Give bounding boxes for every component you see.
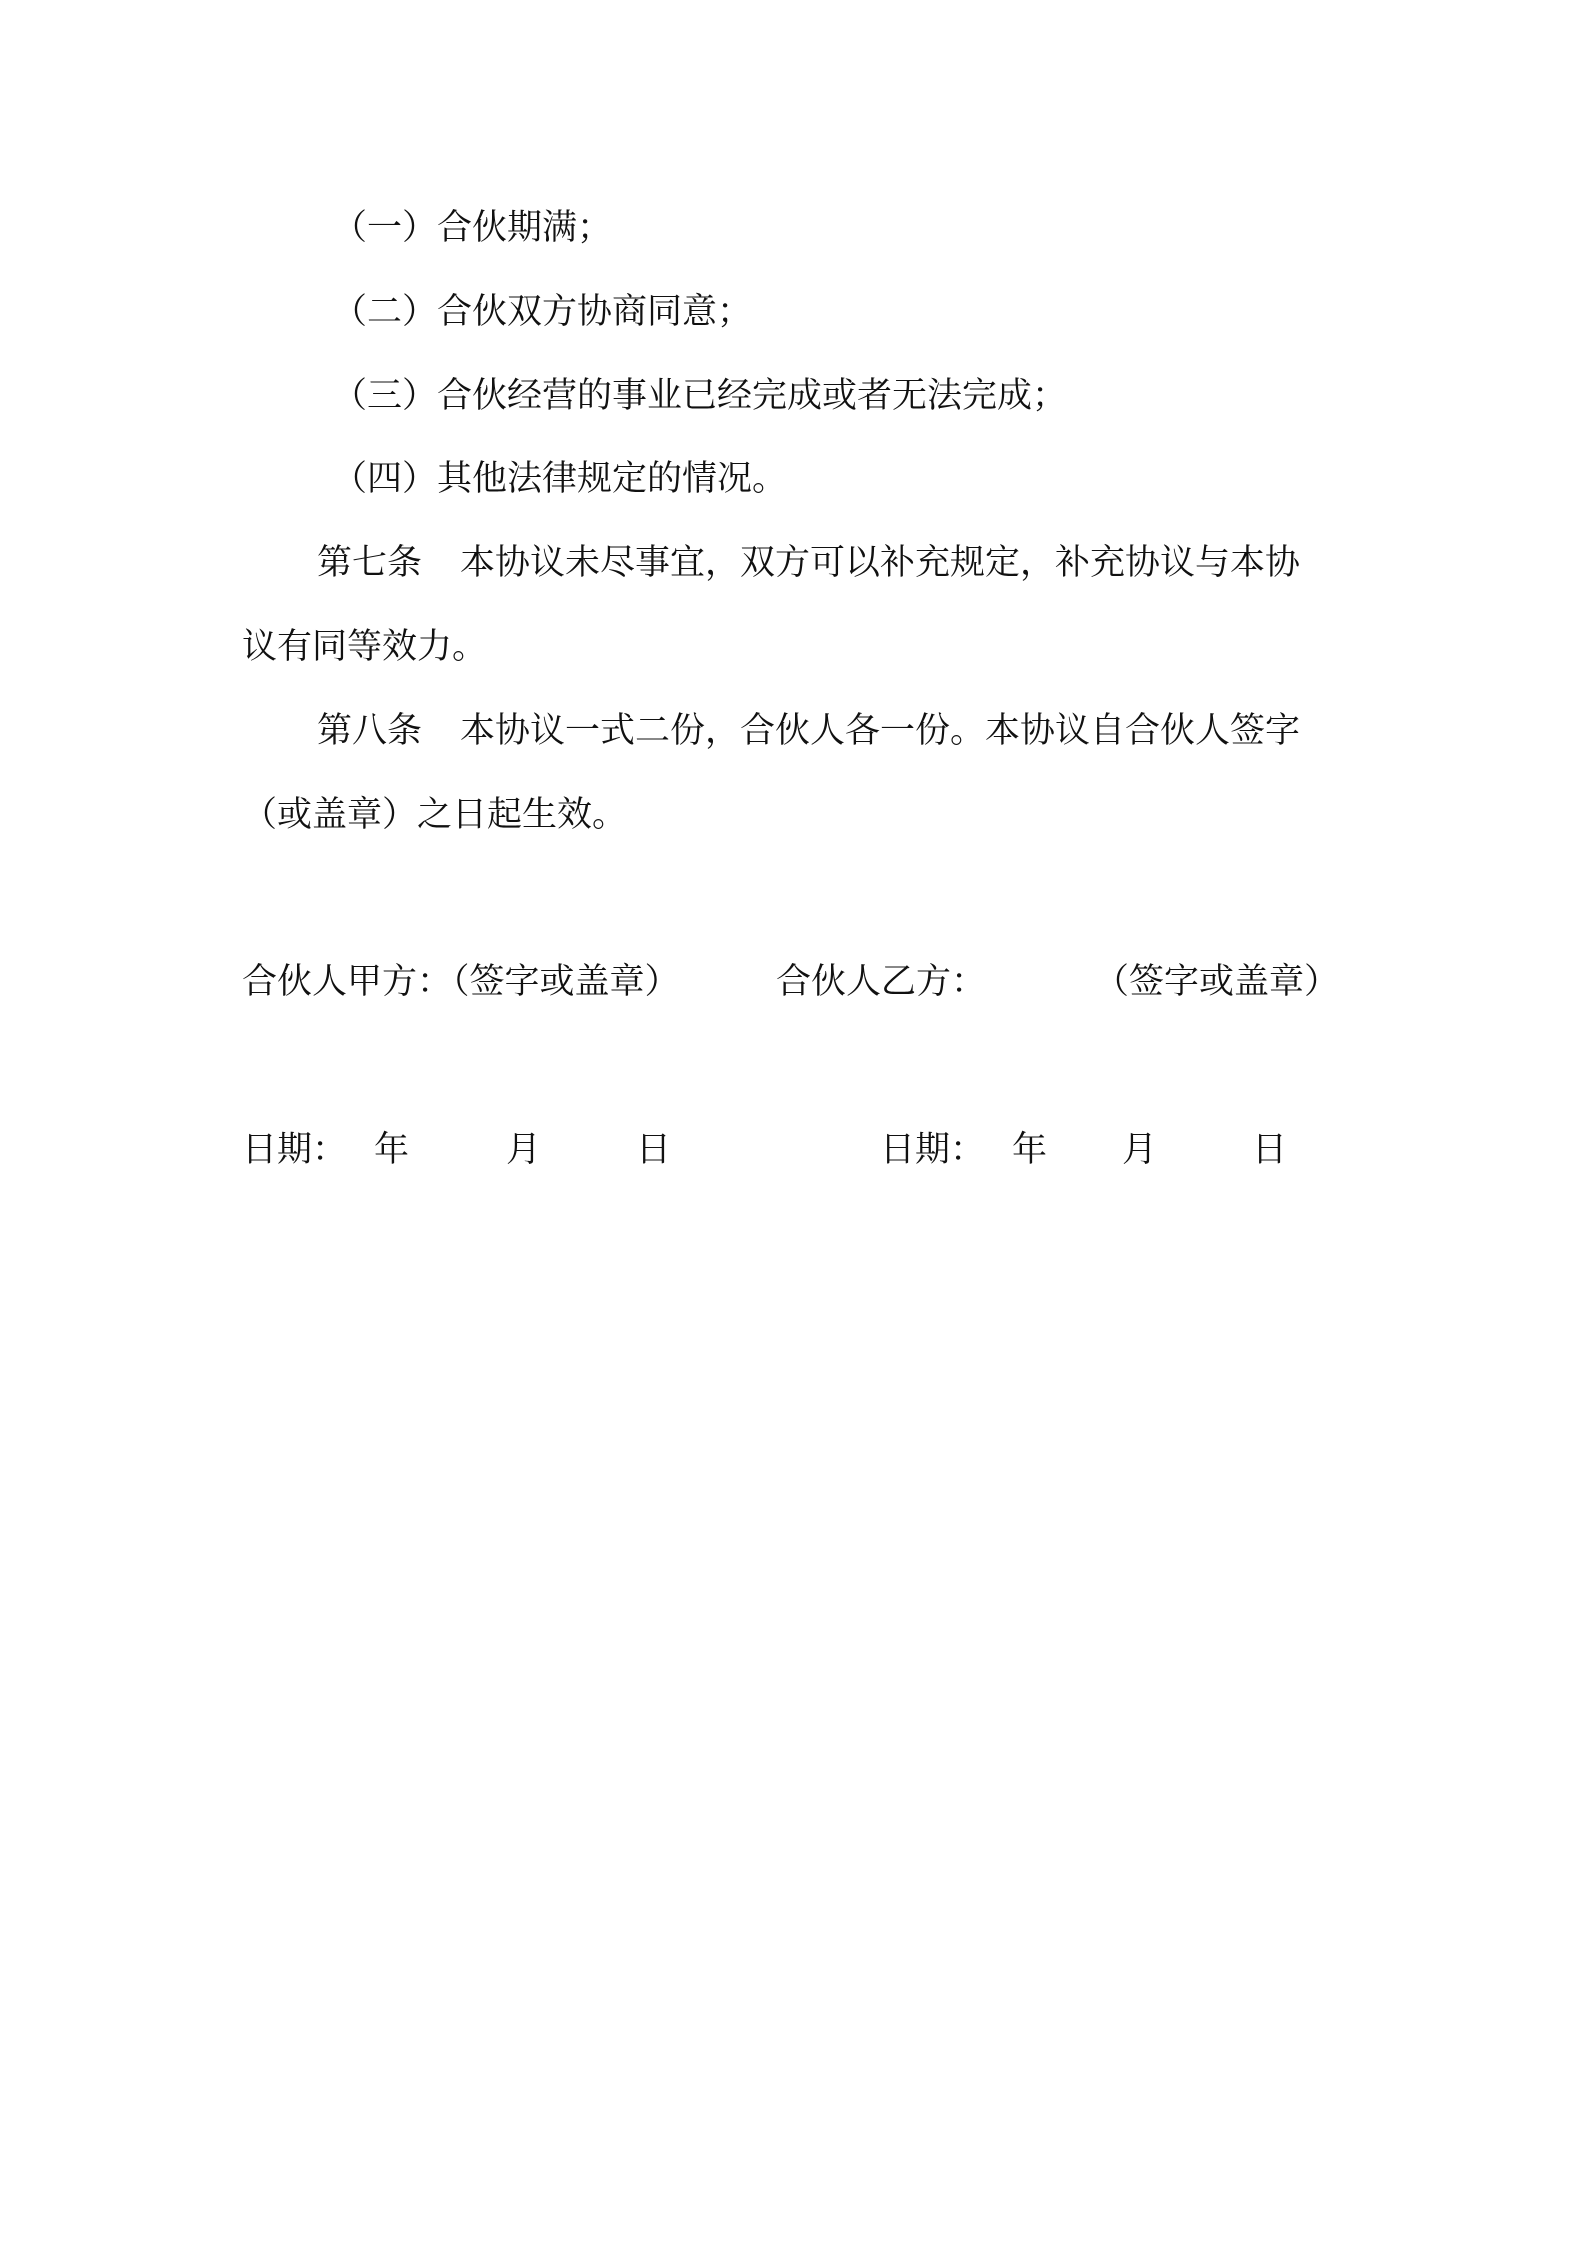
party-b-month: 月 [1122, 1130, 1158, 1170]
list-item-3: （三）合伙经营的事业已经完成或者无法完成； [332, 376, 1068, 416]
party-b-sign-hint: （签字或盖章） [1094, 962, 1340, 1002]
clause-8-first-line [317, 707, 1300, 755]
clause-8-label: 第八条 [317, 711, 423, 751]
list-item-1: （一）合伙期满； [332, 208, 613, 248]
party-b-date-label: 日期： [880, 1130, 986, 1170]
clause-8-text-line-2: （或盖章）之日起生效。 [242, 795, 628, 835]
signature-row [0, 958, 1586, 1006]
clause-8-text-line-1: 本协议一式二份，合伙人各一份。本协议自合伙人签字 [460, 711, 1301, 751]
list-item-2: （二）合伙双方协商同意； [332, 292, 753, 332]
party-b-year: 年 [1012, 1130, 1048, 1170]
party-a-signature: 合伙人甲方：（签字或盖章） [242, 962, 680, 1002]
party-a-day: 日 [636, 1130, 672, 1170]
clause-7-first-line [317, 539, 1300, 587]
party-b-day: 日 [1252, 1130, 1288, 1170]
party-a-date-label: 日期： [242, 1130, 348, 1170]
clause-7-text-line-1: 本协议未尽事宜，双方可以补充规定，补充协议与本协 [460, 543, 1301, 583]
list-item-4: （四）其他法律规定的情况。 [332, 459, 788, 499]
date-row [0, 1126, 1586, 1174]
party-a-year: 年 [374, 1130, 410, 1170]
clause-7-label: 第七条 [317, 543, 423, 583]
party-a-month: 月 [506, 1130, 542, 1170]
clause-7-text-line-2: 议有同等效力。 [242, 627, 488, 667]
party-b-label: 合伙人乙方： [776, 962, 987, 1002]
